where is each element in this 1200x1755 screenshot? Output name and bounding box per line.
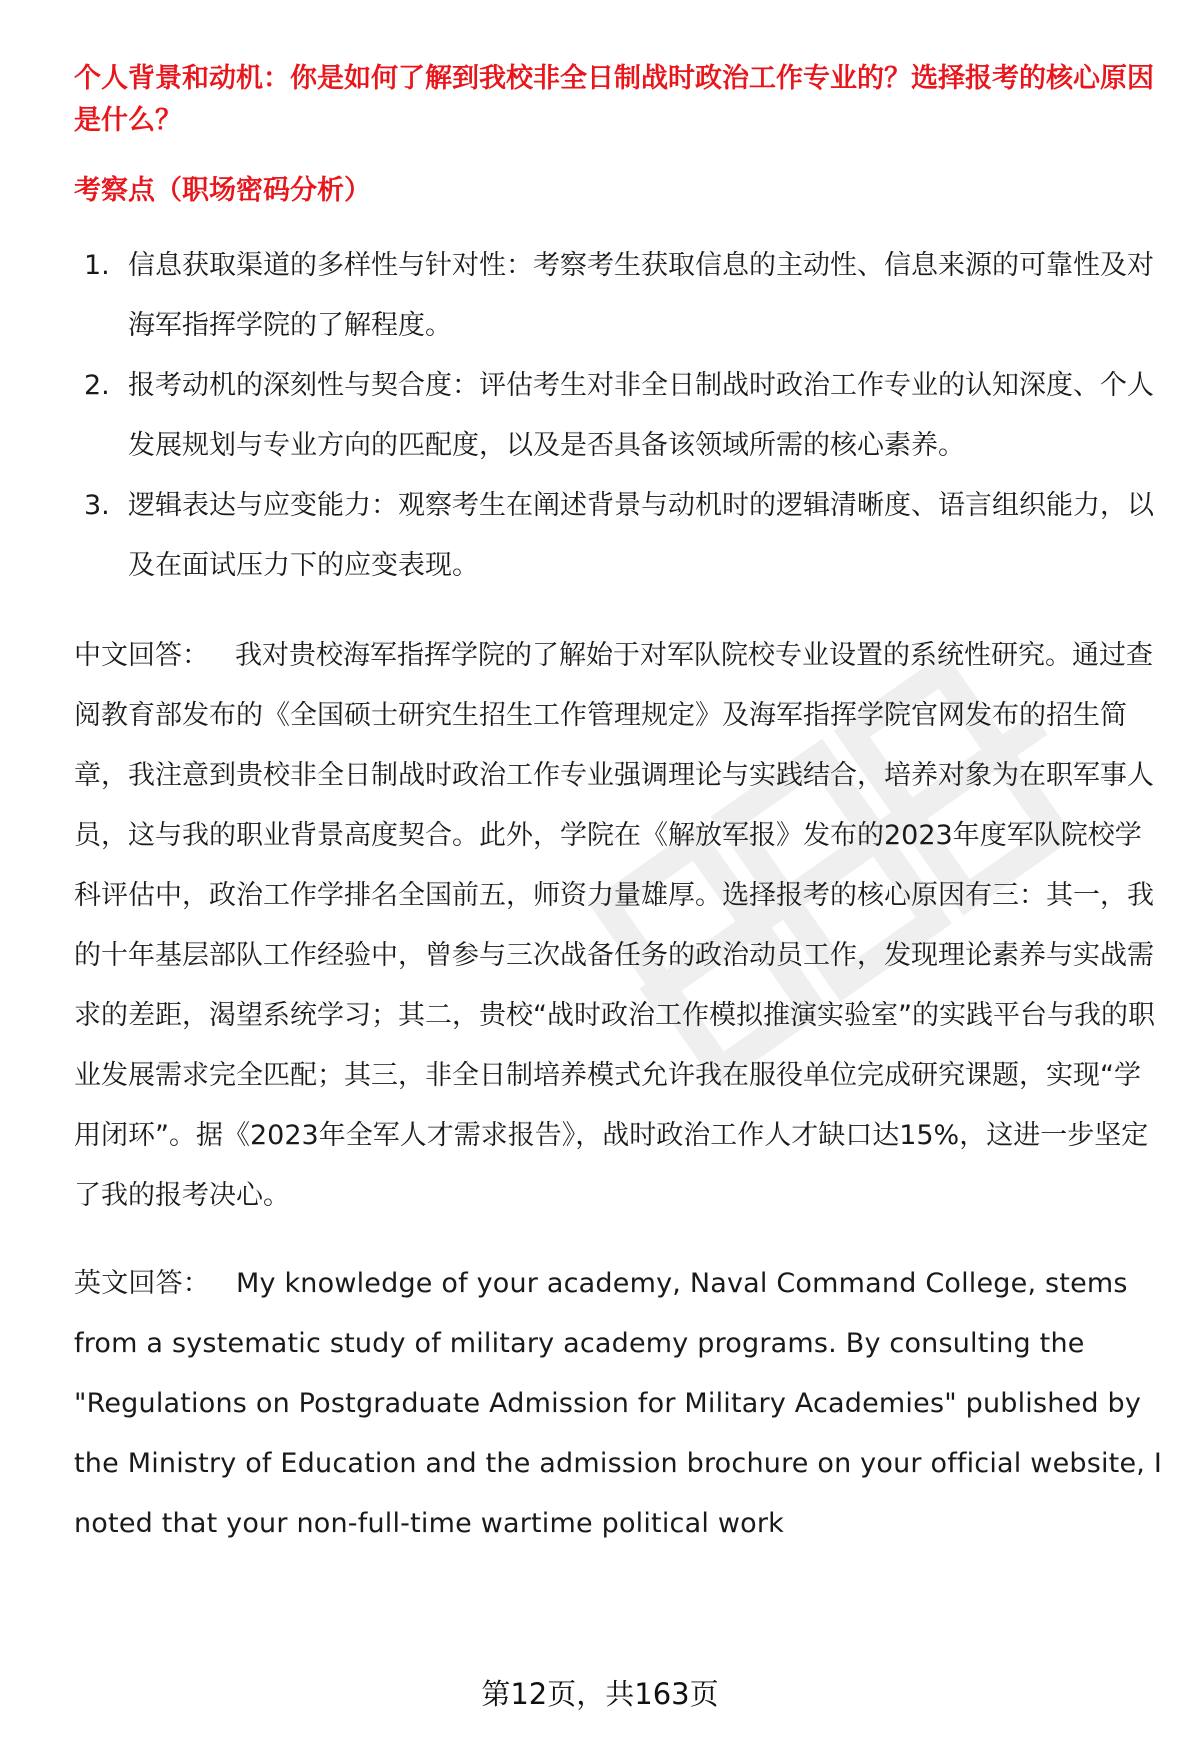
chinese-answer-text: 我对贵校海军指挥学院的了解始于对军队院校专业设置的系统性研究。通过查阅教育部发布的《全国硕士研究生招生工作管理规定》及海军指挥学院官网发布的招生简章，我注意到贵校非全日制战时政治工作专业强调理论与实践结合，培养对象为在职军事人员，这与我的职业背景高度契合。此外，学院在《解放军报》发布的2023年度军队院校学科评估中，政治工作学排名全国前五，师资力量雄厚。选择报考的核心原因有三：其一，我的十年基层部队工作经验中，曾参与三次战备任务的政治动员工作，发现理论素养与实战需求的差距，渴望系统学习；其二，贵校“战时政治工作模拟推演实验室”的实践平台与我的职业发展需求完全匹配；其三，非全日制培养模式允许我在服役单位完成研究课题，实现“学用闭环”。据《2023年全军人才需求报告》，战时政治工作人才缺口达15%，这进一步坚定了我的报考决心。 [74,640,1155,1211]
evaluation-points-list [74,236,1164,596]
english-answer [74,1254,1164,1554]
chinese-answer [74,626,1164,1226]
list-item-text: 信息获取渠道的多样性与针对性：考察考生获取信息的主动性、信息来源的可靠性及对海军指挥学院的了解程度。 [128,250,1154,341]
list-item-number: 3. [84,490,110,521]
page-number-footer: 第12页，共163页 [481,1677,719,1711]
english-answer-label: 英文回答： [74,1268,210,1299]
chinese-answer-label: 中文回答： [74,640,209,671]
list-item [74,356,1164,476]
list-item [74,236,1164,356]
question-heading: 个人背景和动机：你是如何了解到我校非全日制战时政治工作专业的？选择报考的核心原因是什么？ [74,63,1154,136]
document-page [74,58,1164,1554]
english-answer-text: My knowledge of your academy, Naval Command College, stems from a systematic study of military academy programs. By consulting the "Regulations on Postgraduate Admission for Military Academies" published by the Ministry of Education and the admission brochure on your official website, I noted that your non-full-time wartime political work [74,1268,1163,1539]
list-item-number: 2. [84,370,110,401]
list-item-text: 逻辑表达与应变能力：观察考生在阐述背景与动机时的逻辑清晰度、语言组织能力，以及在面试压力下的应变表现。 [128,490,1154,581]
section-title: 考察点（职场密码分析） [74,175,371,206]
list-item-number: 1. [84,250,110,281]
list-item [74,476,1164,596]
list-item-text: 报考动机的深刻性与契合度：评估考生对非全日制战时政治工作专业的认知深度、个人发展规划与专业方向的匹配度，以及是否具备该领域所需的核心素养。 [128,370,1154,461]
